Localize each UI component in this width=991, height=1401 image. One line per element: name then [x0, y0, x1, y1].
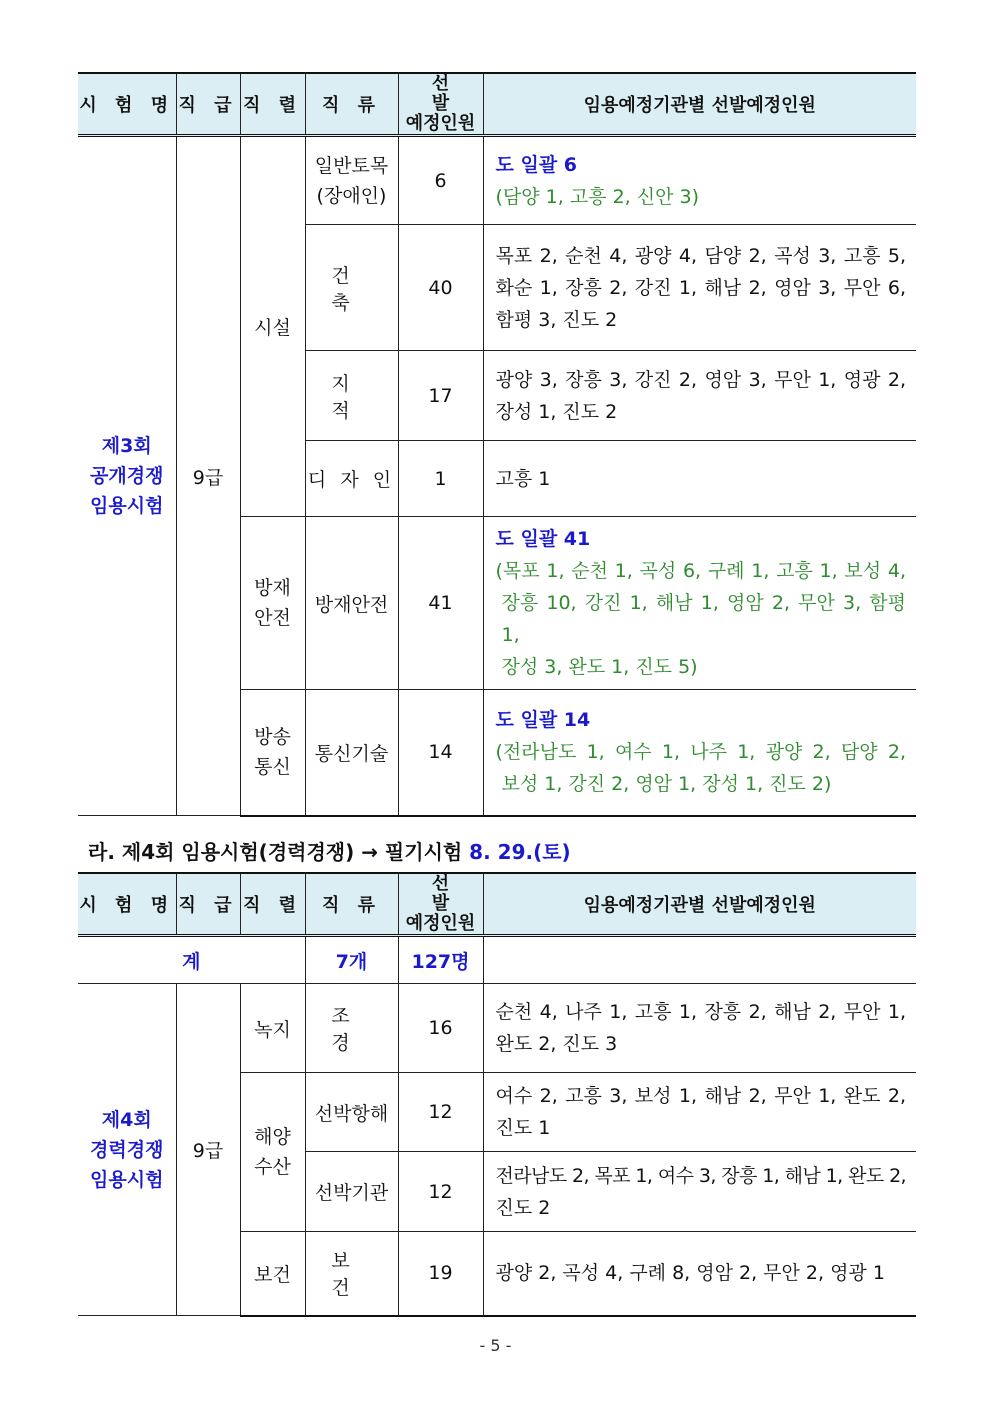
- category-line: 일반토목: [314, 154, 389, 177]
- header-sel-top: 선 발: [431, 873, 468, 914]
- allocation-cell: [483, 1232, 916, 1316]
- header-sel-top: 선 발: [431, 73, 468, 114]
- exam-table-4th: [78, 872, 916, 1317]
- allocation-line: 장흥 10, 강진 1, 해남 1, 영암 2, 무안 3, 함평 1,: [501, 592, 906, 646]
- allocation-line: (담양 1, 고흥 2, 신안 3): [495, 185, 699, 208]
- allocation-line: 보성 1, 강진 2, 영암 1, 장성 1, 진도 2): [501, 773, 832, 796]
- series-line: 안전: [254, 607, 291, 629]
- exam-name-line: 제4회: [101, 1108, 152, 1131]
- category-cell: [305, 136, 398, 225]
- count-cell: 6: [398, 136, 483, 225]
- header-exam-name: 시 험 명: [78, 873, 176, 936]
- allocation-line: 장성 1, 진도 2: [495, 400, 618, 423]
- header-exam-name: 시 험 명: [78, 73, 176, 136]
- category-cell: 통신기술: [305, 690, 398, 816]
- page-number: - 5 -: [479, 1336, 512, 1355]
- count-cell: 41: [398, 517, 483, 690]
- allocation-cell: [483, 351, 916, 441]
- header-grade: 직 급: [176, 873, 240, 936]
- count-cell: 19: [398, 1232, 483, 1316]
- header-series: 직 렬: [240, 73, 305, 136]
- grade-cell: 9급: [176, 984, 240, 1316]
- bulk-allocation: 도 일괄 6: [495, 153, 578, 176]
- category-cell: 보 건: [305, 1232, 398, 1316]
- table-header-row: [78, 873, 916, 936]
- count-cell: 40: [398, 225, 483, 351]
- allocation-line: 장성 3, 완도 1, 진도 5): [501, 656, 698, 678]
- exam-name-cell: [78, 136, 176, 816]
- allocation-line: 광양 3, 장흥 3, 강진 2, 영암 3, 무안 1, 영광 2,: [495, 368, 906, 391]
- allocation-cell: [483, 517, 916, 690]
- series-cell: [240, 517, 305, 690]
- exam-name-line: 공개경쟁: [90, 465, 164, 487]
- series-cell: 보건: [240, 1232, 305, 1316]
- category-cell: 건 축: [305, 225, 398, 351]
- header-selection-count: [398, 873, 483, 936]
- series-line: 방송: [254, 726, 291, 749]
- header-allocation: 임용예정기관별 선발예정인원: [483, 873, 916, 936]
- exam-name-line: 임용시험: [90, 495, 164, 517]
- allocation-line: 순천 4, 나주 1, 고흥 1, 장흥 2, 해남 2, 무안 1,: [495, 1001, 906, 1023]
- category-cell: 디 자 인: [305, 441, 398, 517]
- category-cell: 선박항해: [305, 1073, 398, 1152]
- allocation-cell: [483, 984, 916, 1073]
- allocation-cell: [483, 136, 916, 225]
- series-cell: 녹지: [240, 984, 305, 1073]
- series-line: 방재: [254, 577, 291, 599]
- table-row: [78, 136, 916, 225]
- series-cell: [240, 1073, 305, 1232]
- header-category: 직 류: [305, 73, 398, 136]
- section-title: [88, 836, 571, 865]
- exam-name-cell: [78, 984, 176, 1316]
- allocation-line: 고흥 1: [495, 467, 551, 490]
- exam-name-line: 임용시험: [90, 1168, 164, 1191]
- total-empty: [483, 936, 916, 984]
- series-line: 해양: [254, 1126, 291, 1148]
- allocation-cell: [483, 225, 916, 351]
- header-series: 직 렬: [240, 873, 305, 936]
- allocation-line: 여수 2, 고흥 3, 보성 1, 해남 2, 무안 1, 완도 2,: [495, 1085, 906, 1107]
- allocation-line: 함평 3, 진도 2: [495, 308, 618, 331]
- series-line: 수산: [254, 1156, 291, 1178]
- header-sel-bottom: 예정인원: [405, 113, 476, 134]
- category-cell: 선박기관: [305, 1152, 398, 1232]
- allocation-line: 전라남도 2, 목포 1, 여수 3, 장흥 1, 해남 1, 완도 2,: [495, 1164, 906, 1187]
- allocation-line: (목포 1, 순천 1, 곡성 6, 구례 1, 고흥 1, 보성 4,: [495, 560, 906, 582]
- table-row: [78, 984, 916, 1073]
- count-cell: 14: [398, 690, 483, 816]
- count-cell: 12: [398, 1073, 483, 1152]
- allocation-line: 진도 1: [495, 1117, 551, 1139]
- total-label: 계: [78, 936, 305, 984]
- header-selection-count: [398, 73, 483, 136]
- section-date: 8. 29.(토): [469, 840, 571, 864]
- count-cell: 16: [398, 984, 483, 1073]
- allocation-line: 진도 2: [495, 1196, 551, 1219]
- allocation-line: (전라남도 1, 여수 1, 나주 1, 광양 2, 담양 2,: [495, 741, 906, 764]
- header-allocation: 임용예정기관별 선발예정인원: [483, 73, 916, 136]
- allocation-line: 화순 1, 장흥 2, 강진 1, 해남 2, 영암 3, 무안 6,: [495, 276, 906, 299]
- exam-name-line: 경력경쟁: [90, 1138, 164, 1161]
- exam-table-3rd: [78, 72, 916, 817]
- count-cell: 1: [398, 441, 483, 517]
- count-cell: 17: [398, 351, 483, 441]
- series-cell: [240, 690, 305, 816]
- section-title-text: 라. 제4회 임용시험(경력경쟁) → 필기시험: [88, 840, 470, 864]
- category-line: (장애인): [316, 184, 387, 207]
- allocation-line: 완도 2, 진도 3: [495, 1033, 618, 1055]
- bulk-allocation: 도 일괄 14: [495, 709, 591, 732]
- category-cell: 방재안전: [305, 517, 398, 690]
- allocation-cell: [483, 1073, 916, 1152]
- header-grade: 직 급: [176, 73, 240, 136]
- allocation-cell: [483, 441, 916, 517]
- series-line: 통신: [254, 756, 291, 779]
- allocation-cell: [483, 1152, 916, 1232]
- allocation-line: 광양 2, 곡성 4, 구례 8, 영암 2, 무안 2, 영광 1: [495, 1262, 885, 1285]
- table-header-row: [78, 73, 916, 136]
- header-category: 직 류: [305, 873, 398, 936]
- grade-cell: 9급: [176, 136, 240, 816]
- series-cell: 시설: [240, 136, 305, 517]
- category-cell: 지 적: [305, 351, 398, 441]
- header-sel-bottom: 예정인원: [405, 913, 476, 934]
- allocation-line: 목포 2, 순천 4, 광양 4, 담양 2, 곡성 3, 고흥 5,: [495, 244, 906, 267]
- allocation-cell: [483, 690, 916, 816]
- bulk-allocation: 도 일괄 41: [495, 528, 591, 550]
- count-cell: 12: [398, 1152, 483, 1232]
- category-cell: 조 경: [305, 984, 398, 1073]
- total-row: [78, 936, 916, 984]
- total-types: 7개: [305, 936, 398, 984]
- exam-name-line: 제3회: [101, 435, 152, 457]
- total-count: 127명: [398, 936, 483, 984]
